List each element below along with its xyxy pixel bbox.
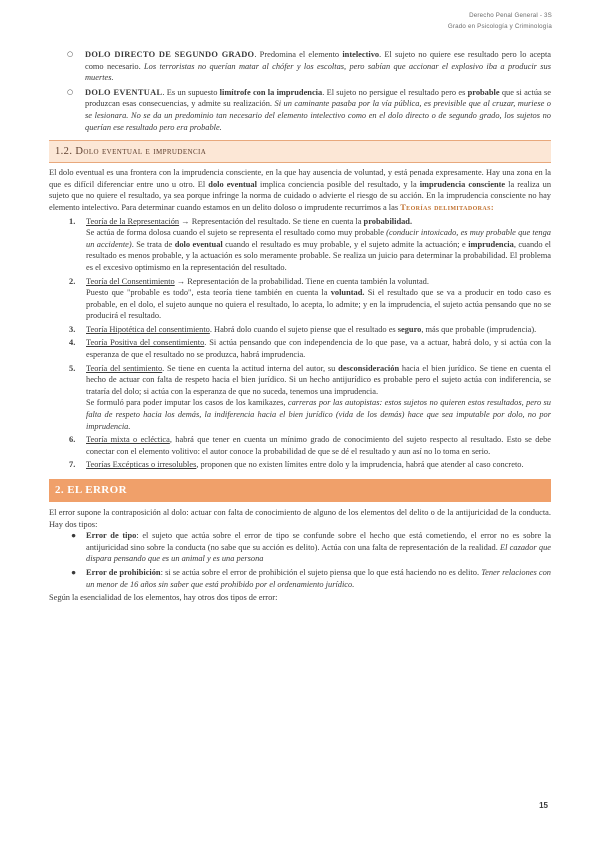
header-degree: Grado en Psicología y Criminología — [447, 23, 552, 30]
theories-list — [49, 216, 551, 471]
error-intro-paragraph: El error supone la contraposición al dolo: actuar con falta de conocimiento de alguno de los elementos del delito o de la antijuricidad de la conducta. Hay dos tipos: — [49, 508, 551, 529]
list-item: 5. Teoría del sentimiento. Se tiene en cuenta la actitud interna del autor, su desconsideración hacia el bien jurídico. Se tiene en cuenta el hecho de actuar con falta de respeto hacia el bien jurídico. Si un hecho antijurídico es probable pero el sujeto actúa con indiferencia, se trataría del dolo; si actúa con la esperanza de que no suceda, tenemos una imprudencia. Se formuló para poder imputar los casos de los kamikazes, carreras por las autopistas: estos sujetos no quieren estos resultados, pero su falta de respeto hacia los demás, la indiferencia hacia el bien jurídico (vida de los demás) hace que sea imputable por dolo, no por imprudencia. — [69, 363, 551, 431]
list-item-error-tipo: ● Error de tipo: el sujeto que actúa sobre el error de tipo se confunde sobre el hecho que está cometiendo, el error no es sobre la antijuricidad sino sobre la conducta (no sabe que su acción es delito). Actúa con una falta de representación de la realidad. El cazador que dispara pensando que es un animal y es una persona — [71, 531, 551, 564]
list-item: 1. Teoría de la Representación → Representación del resultado. Se tiene en cuenta la probabilidad. Se actúa de forma dolosa cuando el sujeto se representa el resultado como muy probable (conducir intoxicado, es muy probable que tenga un accidente). Se trata de dolo eventual cuando el resultado es muy probable, y el sujeto admite la actuación; e imprudencia, cuando el resultado es menos probable, y la actuación es solo meramente probable. Se realiza un juicio para determinar la probabilidad. El problema es el excesivo optimismo en la representación del resultado. — [69, 216, 552, 272]
page-content — [49, 49, 551, 604]
section-heading-2: 2. EL ERROR — [49, 479, 551, 502]
hollow-bullet-icon: ○ — [67, 50, 74, 58]
hollow-bullet-icon: ○ — [67, 87, 74, 96]
theory-name: Teoría del Consentimiento — [86, 276, 175, 286]
page-header — [448, 10, 552, 32]
theory-name: Teorías Excépticas o irresolubles — [86, 460, 197, 470]
theory-name: Teoría Hipotética del consentimiento — [86, 324, 210, 334]
list-item-dolo-eventual: ○ DOLO EVENTUAL. Es un supuesto limítrofe con la imprudencia. El sujeto no persigue el resultado pero es probable que si actúa se produzcan esas consecuencias, y admite su realización. Si un caminante pasaba por la vía pública, es previsible que al cruzar, muriese o se lesionara. No se da un predominio tan necesario del elemento intelectivo como en el dolo directo o de segundo grado, los sujetos no querían ese resultado pero era probable. — [67, 87, 552, 132]
list-item: 4. Teoría Positiva del consentimiento. Si actúa pensando que con independencia de lo que pase, va a actuar, habrá dolo, y si actúa con la esperanza de que el resultado no se produzca, habrá imprudencia. — [69, 338, 551, 360]
highlight-term: Teorías delimitadoras: — [400, 202, 495, 212]
term-title: DOLO DIRECTO DE SEGUNDO GRADO — [85, 50, 255, 59]
theory-name: Teoría Positiva del consentimiento — [86, 338, 205, 348]
section-intro-paragraph: El dolo eventual es una frontera con la imprudencia consciente, en la que hay ausencia de voluntad, y está penada expresamente. Hay una zona en la que es difícil diferenciar entre uno u otro. El dolo eventual implica conciencia posible del resultado, y la imprudencia consciente la realiza un sujeto que no quiere el resultado, ya sea porque infringe la norma de cuidado o advierte el riesgo de su acción. En la imprudencia consciente no hay elemento intelectivo. Para determinar cuando estamos en un delito doloso o imprudente recurrimos a las Teorías delimitadoras: — [49, 168, 552, 212]
header-course: Derecho Penal General - 3S — [469, 12, 552, 19]
bullet-icon: ● — [71, 531, 77, 541]
example-text: Tener relaciones con un menor de 16 años sin saber que está prohibido por el ordenamiento jurídico. — [86, 567, 551, 589]
example-text: Si un caminante pasaba por la vía pública, es previsible que al cruzar, muriese o se lesionara. No se da un predominio tan necesario del elemento intelectivo como en el dolo directo o de segundo grado, los sujetos no querían ese resultado pero era probable. — [85, 99, 551, 132]
theory-name: Teoría mixta o ecléctica — [86, 435, 170, 445]
list-item-dolo-directo: ○ DOLO DIRECTO DE SEGUNDO GRADO. Predomina el elemento intelectivo. El sujeto no quiere ese resultado pero lo acepta como necesario. Los terroristas no querían matar al chófer y los escoltas, pero sabían que accionar el explosivo iba a producir sus muertes. — [67, 50, 552, 83]
list-item: 7. Teorías Excépticas o irresolubles, proponen que no existen límites entre dolo y la imprudencia, habrá que atender al caso concreto. — [69, 460, 524, 470]
list-item: 3. Teoría Hipotética del consentimiento. Habrá dolo cuando el sujeto piense que el resultado es seguro, más que probable (imprudencia). — [69, 324, 537, 334]
theory-name: Teoría de la Representación — [86, 216, 180, 226]
page-number: 15 — [539, 801, 548, 810]
term-title: DOLO EVENTUAL — [85, 87, 163, 97]
example-text: Los terroristas no querían matar al chófer y los escoltas, pero sabían que accionar el explosivo iba a producir sus muertes. — [85, 61, 551, 83]
theory-name: Teoría del sentimiento — [86, 363, 163, 373]
example-text: El cazador que dispara pensando que es un animal y es una persona — [86, 542, 551, 564]
bullet-icon: ● — [71, 567, 77, 577]
list-item: 2. Teoría del Consentimiento → Representación de la probabilidad. Tiene en cuenta también la voluntad. Puesto que "probable es todo", esta teoría tiene también en cuenta la voluntad. Si el resultado que se va a producir en todo caso es probable, en el dolo, el sujeto aunque no quiera el resultado, lo acepta, lo admite; y en la imprudencia, el sujeto actúa pensando que no se producirá el resultado. — [69, 276, 551, 321]
section-heading-1-2: 1.2. Dolo eventual e imprudencia — [49, 140, 551, 163]
list-item-error-prohibicion: ● Error de prohibición: si se actúa sobre el error de prohibición el sujeto piensa que lo que está haciendo no es delito. Tener relaciones con un menor de 16 años sin saber que está prohibido por el ordenamiento jurídico. — [71, 567, 551, 589]
list-item: 6. Teoría mixta o ecléctica, habrá que tener en cuenta un mínimo grado de conocimiento del sujeto respecto al resultado. Esto se debe conectar con el elemento volitivo: el autor conoce la probabilidad de que se dé el resultado y aun así no lo toma en serio. — [69, 435, 552, 456]
closing-paragraph: Según la esencialidad de los elementos, hay otros dos tipos de error: — [49, 593, 278, 603]
